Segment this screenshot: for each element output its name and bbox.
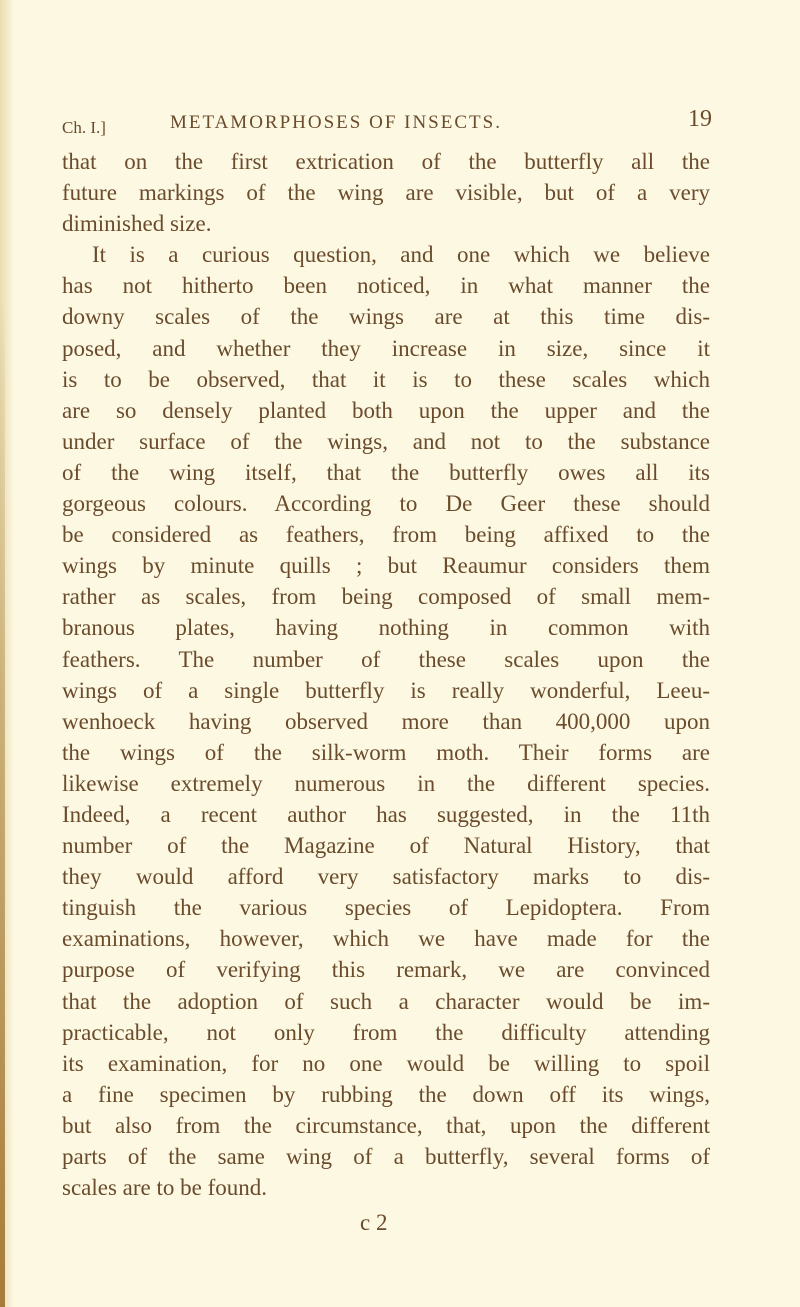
text-line: gorgeous colours. According to De Geer these should: [62, 491, 710, 517]
body-text: [62, 146, 710, 1203]
text-line: its examination, for no one would be willing to spoil: [62, 1050, 710, 1076]
text-line: are so densely planted both upon the upper and the: [62, 397, 710, 423]
text-line: branous plates, having nothing in common with: [62, 615, 710, 641]
text-line: feathers. The number of these scales upon the: [62, 646, 710, 672]
text-line: likewise extremely numerous in the different species.: [62, 770, 710, 796]
text-line: future markings of the wing are visible, but of a very: [62, 180, 710, 206]
text-line: It is a curious question, and one which we believe: [92, 242, 710, 268]
text-line: Indeed, a recent author has suggested, in the 11th: [62, 801, 710, 827]
chapter-label: Ch. I.]: [62, 118, 106, 137]
text-line: purpose of verifying this remark, we are convinced: [62, 957, 710, 983]
text-line: is to be observed, that it is to these scales which: [62, 366, 710, 392]
text-line: number of the Magazine of Natural History, that: [62, 833, 710, 859]
text-line: parts of the same wing of a butterfly, several forms of: [62, 1144, 710, 1169]
text-line: diminished size.: [62, 211, 212, 237]
text-line: rather as scales, from being composed of small mem-: [62, 584, 710, 610]
text-line: they would afford very satisfactory marks to dis-: [62, 864, 710, 890]
text-line: tinguish the various species of Lepidoptera. From: [62, 895, 710, 921]
text-line: examinations, however, which we have made for the: [62, 926, 710, 952]
text-line: wings of a single butterfly is really wonderful, Leeu-: [62, 677, 710, 703]
text-line: has not hitherto been noticed, in what manner the: [62, 273, 710, 299]
text-line: but also from the circumstance, that, upon the different: [62, 1112, 710, 1138]
text-line: be considered as feathers, from being affixed to the: [62, 522, 710, 548]
running-header: [62, 106, 712, 140]
text-line: that on the first extrication of the butterfly all the: [62, 149, 710, 174]
signature-mark: c 2: [360, 1210, 388, 1235]
text-line: that the adoption of such a character would be im-: [62, 988, 710, 1014]
page-binding-shadow: [0, 300, 5, 1307]
page-number: 19: [688, 106, 712, 132]
text-line: scales are to be found.: [62, 1175, 268, 1201]
running-title: METAMORPHOSES OF INSECTS.: [170, 112, 502, 133]
text-line: practicable, not only from the difficulty attending: [62, 1019, 710, 1045]
text-line: of the wing itself, that the butterfly owes all its: [62, 459, 710, 485]
text-line: a fine specimen by rubbing the down off its wings,: [62, 1081, 710, 1107]
text-line: wenhoeck having observed more than 400,000 upon: [62, 708, 710, 734]
text-line: wings by minute quills ; but Reaumur considers them: [62, 553, 710, 579]
text-line: posed, and whether they increase in size, since it: [62, 335, 710, 361]
text-line: downy scales of the wings are at this time dis-: [62, 304, 710, 330]
text-line: the wings of the silk-worm moth. Their forms are: [62, 739, 710, 765]
text-line: under surface of the wings, and not to the substance: [62, 428, 710, 454]
